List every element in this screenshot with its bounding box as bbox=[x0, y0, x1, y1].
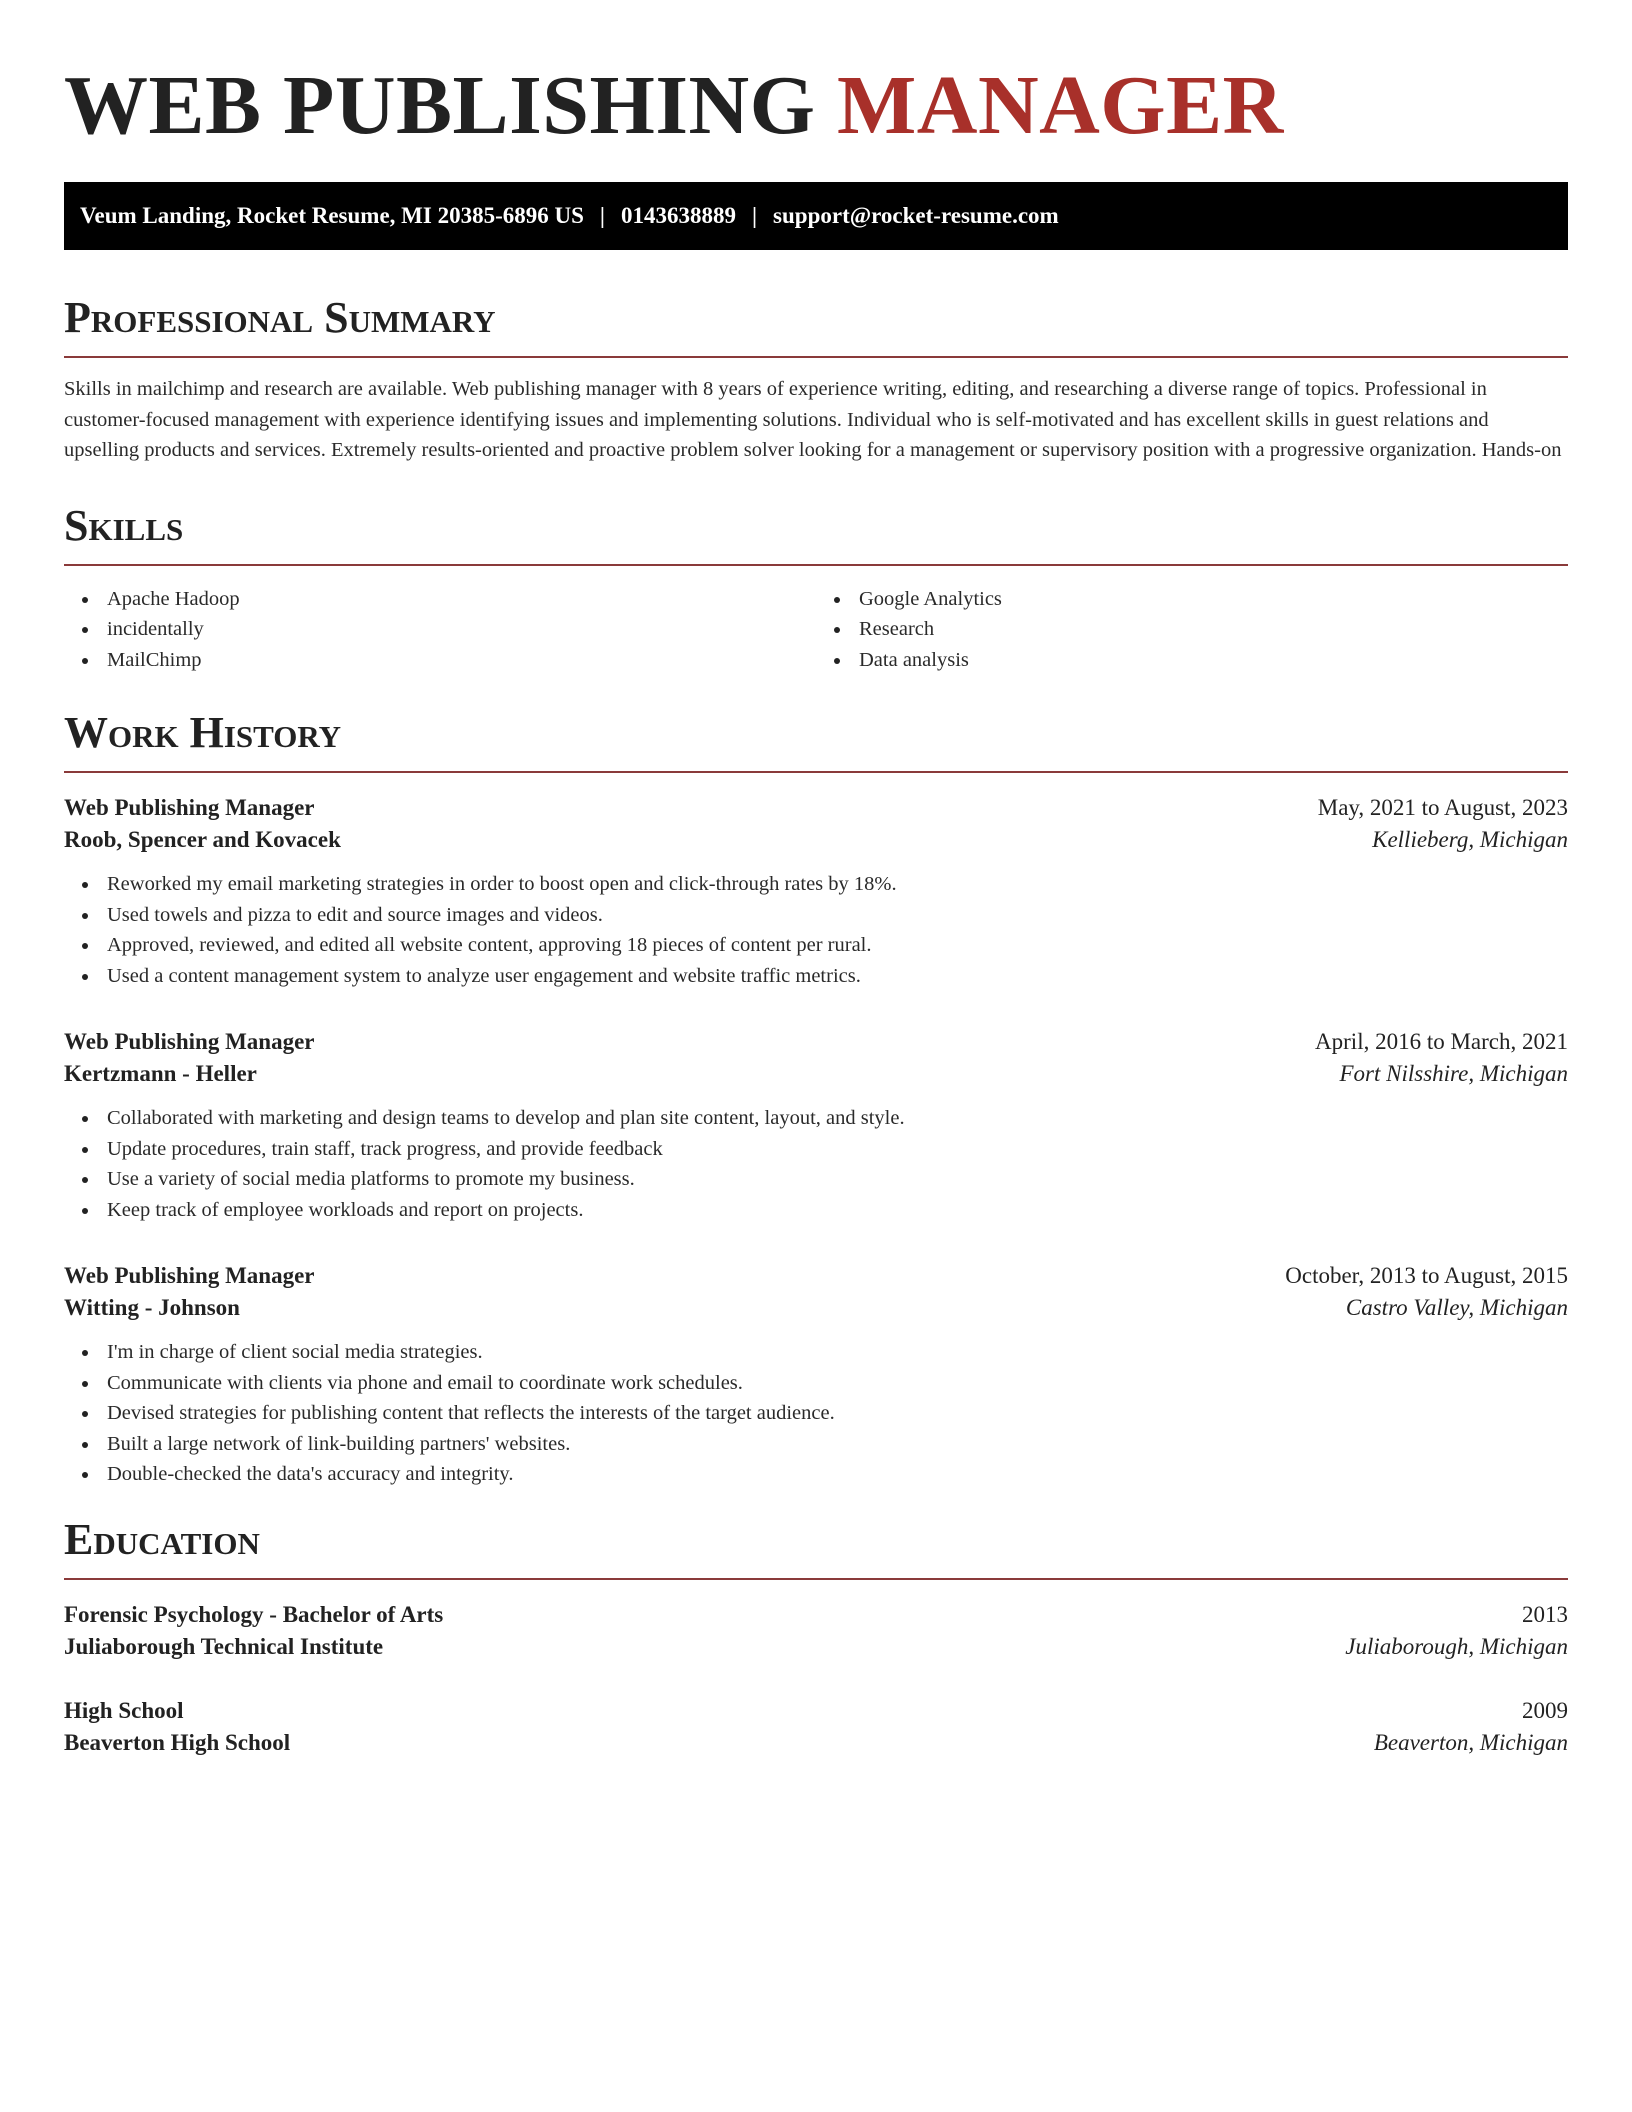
resume-title bbox=[64, 59, 1568, 152]
job-company: Roob, Spencer and Kovacek bbox=[64, 827, 341, 852]
job-bullet: Double-checked the data's accuracy and integrity. bbox=[107, 1459, 1568, 1490]
resume-page bbox=[64, 50, 1568, 1756]
skill-item: Data analysis bbox=[859, 645, 1568, 676]
job-bullet: Reworked my email marketing strategies in order to boost open and click-through rates by 18%. bbox=[107, 869, 1568, 900]
title-accent: MANAGER bbox=[837, 59, 1284, 152]
job-entry bbox=[64, 795, 1568, 991]
job-company-row bbox=[64, 827, 1568, 853]
education-degree-row bbox=[64, 1602, 1568, 1628]
job-title: Web Publishing Manager bbox=[64, 795, 315, 820]
education-degree-row bbox=[64, 1698, 1568, 1724]
job-bullet: Communicate with clients via phone and email to coordinate work schedules. bbox=[107, 1368, 1568, 1399]
contact-bar bbox=[64, 182, 1568, 250]
job-bullet: Used a content management system to analyze user engagement and website traffic metrics. bbox=[107, 961, 1568, 992]
job-dates: April, 2016 to March, 2021 bbox=[1315, 1029, 1568, 1054]
education-school: Beaverton High School bbox=[64, 1729, 291, 1755]
section-divider bbox=[64, 771, 1568, 773]
job-title: Web Publishing Manager bbox=[64, 1263, 315, 1288]
contact-email: support@rocket-resume.com bbox=[773, 203, 1059, 228]
contact-phone: 0143638889 bbox=[620, 203, 736, 228]
section-divider bbox=[64, 356, 1568, 358]
skill-item: Apache Hadoop bbox=[107, 584, 816, 615]
education-school-row bbox=[64, 1634, 1568, 1660]
job-bullets bbox=[64, 1103, 1568, 1225]
skill-item: incidentally bbox=[107, 614, 816, 645]
job-dates: October, 2013 to August, 2015 bbox=[1285, 1263, 1568, 1288]
contact-separator: | bbox=[751, 203, 758, 228]
skills-grid bbox=[64, 584, 1568, 676]
job-bullet: Keep track of employee workloads and report on projects. bbox=[107, 1195, 1568, 1226]
education-year: 2009 bbox=[1522, 1697, 1568, 1723]
skills-column-right bbox=[816, 584, 1568, 676]
education-year: 2013 bbox=[1522, 1601, 1568, 1627]
summary-text: Skills in mailchimp and research are available. Web publishing manager with 8 years of experience writing, editing, and researching a diverse range of topics. Professional in customer-focused management with experience identifying issues and implementing solutions. Individual who is self-motivated and has excellent skills in guest relations and upselling products and services. Extremely results-oriented and proactive problem solver looking for a management or supervisory position with a progressive organization. Hands-on bbox=[64, 378, 1562, 461]
job-company: Kertzmann - Heller bbox=[64, 1061, 257, 1086]
skill-item: MailChimp bbox=[107, 645, 816, 676]
job-company: Witting - Johnson bbox=[64, 1295, 240, 1320]
job-title: Web Publishing Manager bbox=[64, 1029, 315, 1054]
job-header-row bbox=[64, 1263, 1568, 1289]
work-history-heading: Work History bbox=[64, 708, 342, 757]
education-school: Juliaborough Technical Institute bbox=[64, 1633, 384, 1659]
job-location: Castro Valley, Michigan bbox=[1345, 1295, 1568, 1320]
education-entry bbox=[64, 1698, 1568, 1756]
job-header-row bbox=[64, 1029, 1568, 1055]
job-entry bbox=[64, 1263, 1568, 1490]
education-school-row bbox=[64, 1730, 1568, 1756]
education-degree: Forensic Psychology - Bachelor of Arts bbox=[64, 1601, 444, 1627]
job-bullet: Collaborated with marketing and design teams to develop and plan site content, layout, and style. bbox=[107, 1103, 1568, 1134]
job-bullet: Approved, reviewed, and edited all website content, approving 18 pieces of content per rural. bbox=[107, 930, 1568, 961]
job-bullets bbox=[64, 1337, 1568, 1490]
summary-heading: Professional Summary bbox=[64, 293, 496, 342]
job-bullet: Update procedures, train staff, track progress, and provide feedback bbox=[107, 1134, 1568, 1165]
job-bullet: I'm in charge of client social media strategies. bbox=[107, 1337, 1568, 1368]
job-bullet: Use a variety of social media platforms to promote my business. bbox=[107, 1164, 1568, 1195]
education-location: Juliaborough, Michigan bbox=[1345, 1633, 1568, 1659]
job-location: Fort Nilsshire, Michigan bbox=[1339, 1061, 1568, 1086]
job-dates: May, 2021 to August, 2023 bbox=[1317, 795, 1568, 820]
education-degree: High School bbox=[64, 1697, 184, 1723]
education-entry bbox=[64, 1602, 1568, 1660]
title-main: WEB PUBLISHING bbox=[64, 59, 816, 152]
job-company-row bbox=[64, 1295, 1568, 1321]
contact-address: Veum Landing, Rocket Resume, MI 20385-6896 US bbox=[80, 203, 584, 228]
skills-column-left bbox=[64, 584, 816, 676]
job-header-row bbox=[64, 795, 1568, 821]
section-divider bbox=[64, 564, 1568, 566]
job-bullet: Used towels and pizza to edit and source images and videos. bbox=[107, 900, 1568, 931]
skills-heading: Skills bbox=[64, 500, 184, 550]
education-location: Beaverton, Michigan bbox=[1373, 1729, 1568, 1755]
job-location: Kellieberg, Michigan bbox=[1372, 827, 1568, 852]
job-entry bbox=[64, 1029, 1568, 1225]
section-divider bbox=[64, 1578, 1568, 1580]
education-heading: Education bbox=[64, 1514, 260, 1564]
job-bullets bbox=[64, 869, 1568, 991]
job-bullet: Built a large network of link-building partners' websites. bbox=[107, 1429, 1568, 1460]
skill-item: Research bbox=[859, 614, 1568, 645]
skill-item: Google Analytics bbox=[859, 584, 1568, 615]
job-company-row bbox=[64, 1061, 1568, 1087]
contact-separator: | bbox=[599, 203, 605, 228]
job-bullet: Devised strategies for publishing content that reflects the interests of the target audience. bbox=[107, 1398, 1568, 1429]
